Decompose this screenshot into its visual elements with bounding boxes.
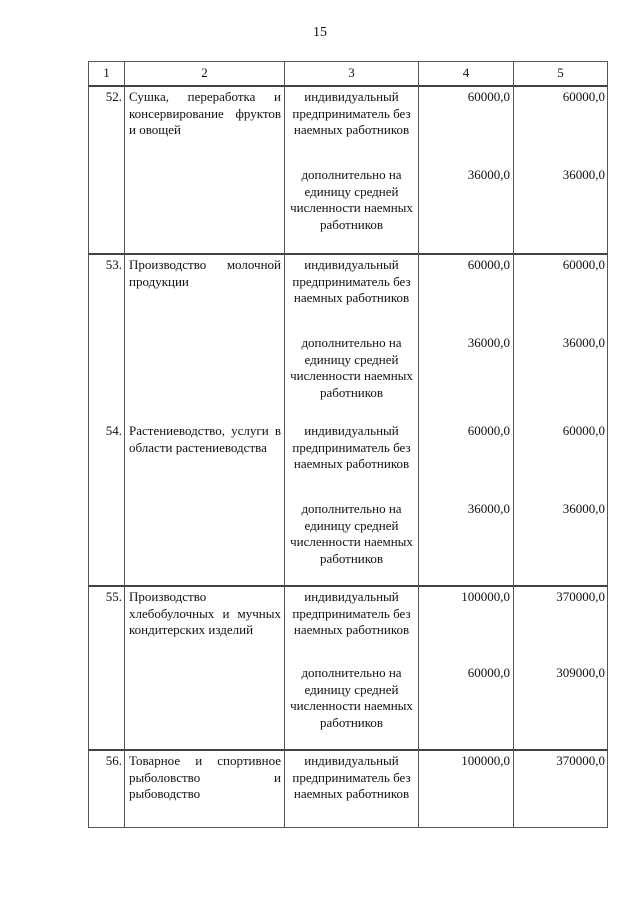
value-col-5: 60000,0 [562,257,605,272]
table-row [89,750,608,828]
value-line [285,255,607,333]
value-line [285,333,607,421]
value-col-4: 60000,0 [419,421,514,499]
header-col-5: 5 [514,62,608,87]
value-line [285,87,607,165]
value-line [285,165,607,253]
table-row [89,254,608,421]
value-col-4: 60000,0 [419,87,514,165]
category-label: индивидуальный предприниматель без наемных работников [285,421,419,499]
table-row [89,421,608,586]
header-col-2: 2 [125,62,285,87]
row-number: 52. [89,86,125,254]
category-label: дополнительно на единицу средней численности наемных работников [285,663,419,749]
value-col-5: 36000,0 [562,501,605,516]
tariff-table [88,61,608,828]
table-row [89,586,608,750]
category-label: индивидуальный предприниматель без наемных работников [285,587,419,663]
value-col-4: 100000,0 [419,587,514,663]
value-col-5: 370000,0 [556,589,605,604]
activity-name: Производство молочной продукции [125,254,285,421]
value-col-5: 60000,0 [562,89,605,104]
row-number: 55. [89,586,125,750]
value-col-5: 370000,0 [556,753,605,768]
value-line [285,499,607,585]
activity-name: Сушка, переработка и консервирование фруктов и овощей [125,86,285,254]
value-col-4: 60000,0 [419,255,514,333]
category-label: дополнительно на единицу средней численности наемных работников [285,333,419,421]
table-header-row [89,62,608,87]
value-col-4: 36000,0 [419,333,514,421]
activity-name: Товарное и спортивное рыболовство и рыбоводство [125,750,285,828]
value-line [285,587,607,663]
row-number: 56. [89,750,125,828]
row-values [285,421,608,586]
value-col-5: 36000,0 [562,167,605,182]
activity-name: Растениеводство, услуги в области растениеводства [125,421,285,586]
value-col-4: 60000,0 [419,663,514,749]
category-label: дополнительно на единицу средней численности наемных работников [285,499,419,585]
value-col-5: 309000,0 [556,665,605,680]
row-values [285,86,608,254]
value-line [285,663,607,749]
value-col-4: 36000,0 [419,499,514,585]
category-label: дополнительно на единицу средней численности наемных работников [285,165,419,253]
category-label: индивидуальный предприниматель без наемных работников [285,751,419,827]
value-line [285,751,607,827]
page-number: 15 [313,25,327,40]
value-col-5: 60000,0 [562,423,605,438]
header-col-4: 4 [419,62,514,87]
row-values [285,750,608,828]
row-values [285,586,608,750]
activity-name: Производство хлебобулочных и мучных кондитерских изделий [125,586,285,750]
category-label: индивидуальный предприниматель без наемных работников [285,87,419,165]
value-col-5: 36000,0 [562,335,605,350]
row-values [285,254,608,421]
header-col-1: 1 [89,62,125,87]
value-col-4: 36000,0 [419,165,514,253]
row-number: 53. [89,254,125,421]
category-label: индивидуальный предприниматель без наемных работников [285,255,419,333]
value-line [285,421,607,499]
header-col-3: 3 [285,62,419,87]
row-number: 54. [89,421,125,586]
table-row [89,86,608,254]
value-col-4: 100000,0 [419,751,514,827]
